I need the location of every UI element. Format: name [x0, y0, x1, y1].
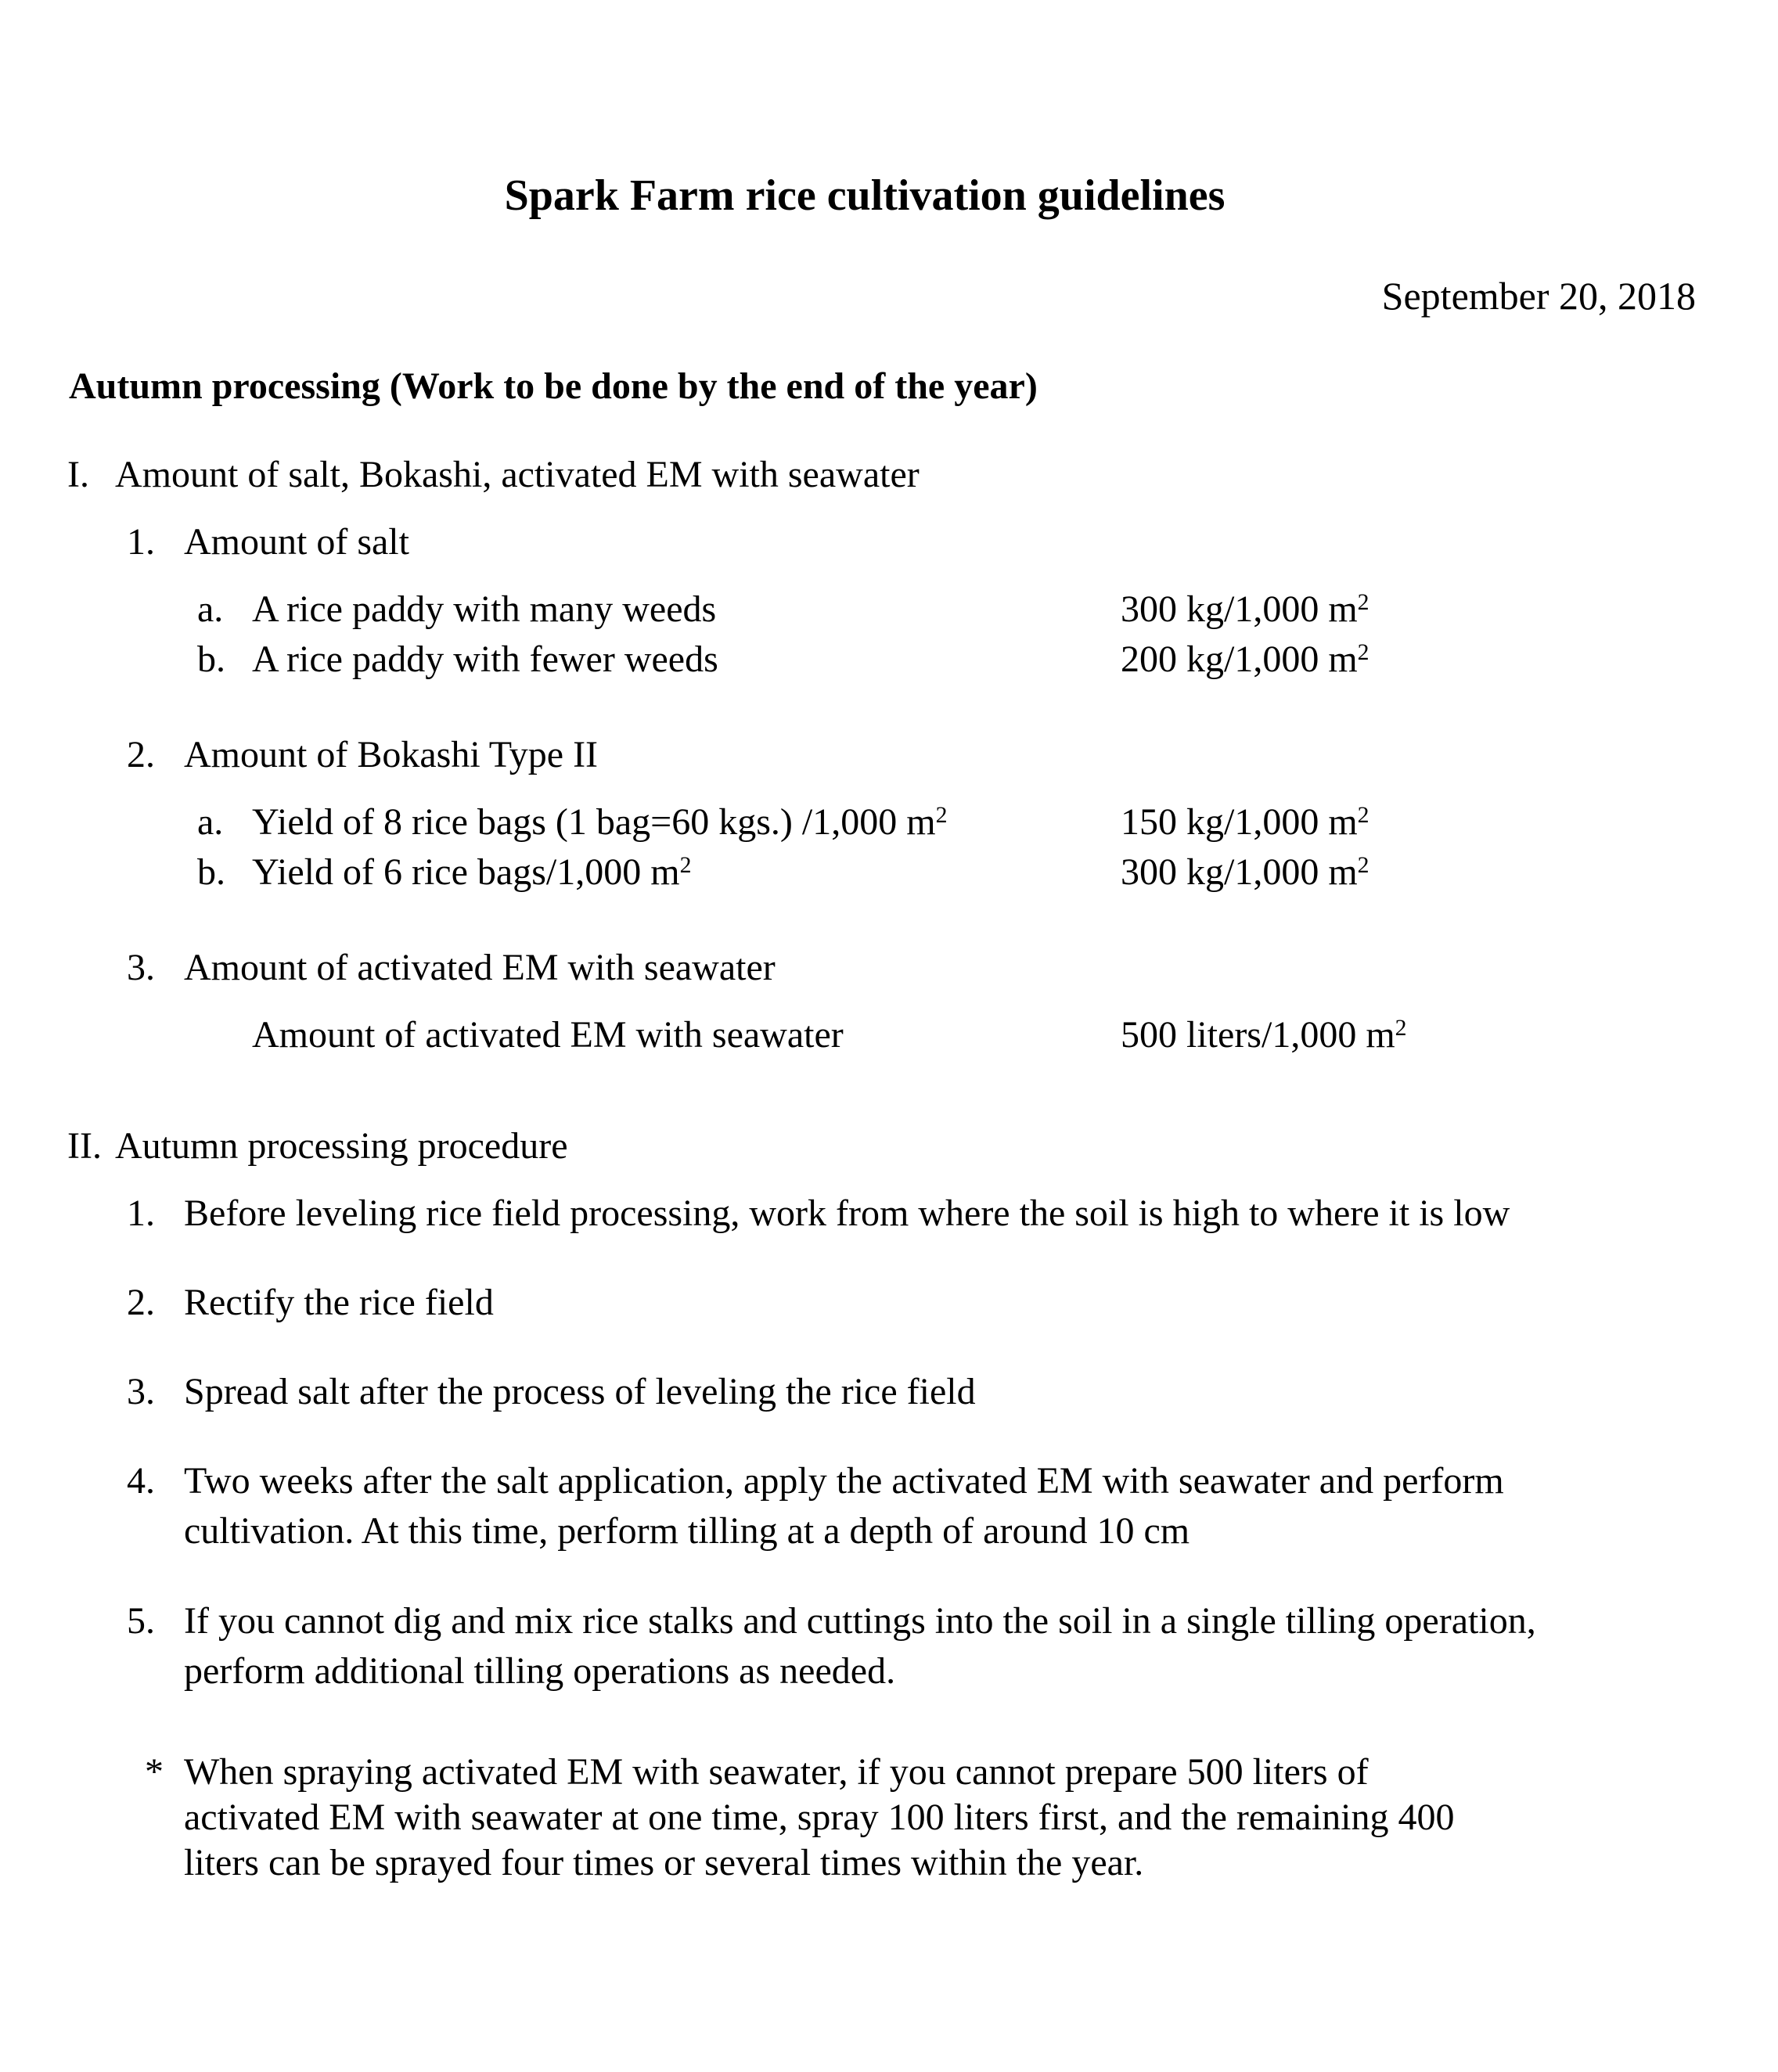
item-heading-em: Amount of activated EM with seawater [184, 947, 776, 988]
subitem-value: 300 kg/1,000 $m^2$ [1121, 851, 1369, 893]
step-number: 5. [127, 1600, 155, 1642]
footnote [145, 1750, 1475, 1886]
subitem-letter: a. [197, 588, 224, 630]
item-heading-salt: Amount of salt [184, 521, 409, 563]
step-number: 2. [127, 1282, 155, 1323]
step-number: 3. [127, 1371, 155, 1412]
subitem-value: 200 kg/1,000 $m^2$ [1121, 639, 1369, 680]
part-two-heading: Autumn processing procedure [115, 1125, 568, 1167]
step-text: Before leveling rice field processing, work from where the soil is high to where it is low [184, 1192, 1510, 1234]
subitem-letter: b. [197, 851, 225, 893]
subitem-value: 150 kg/1,000 $m^2$ [1121, 801, 1369, 843]
subitem-text: Yield of 8 rice bags (1 bag=60 kgs.) /1,000 $m^2$ [252, 801, 948, 843]
item-number: 1. [127, 521, 155, 563]
footnote-text: When spraying activated EM with seawater, if you cannot prepare 500 liters of activated EM with seawater at one time, spray 100 liters first, and the remaining 400 liters can be sprayed four times or several times within the year. [184, 1751, 1455, 1883]
subitem-letter: a. [197, 801, 224, 843]
footnote-marker: * [145, 1751, 164, 1793]
part-one-numeral: I. [67, 454, 89, 495]
step-number: 4. [127, 1460, 155, 1502]
subitem-value: 300 kg/1,000 $m^2$ [1121, 588, 1369, 630]
em-detail-value: 500 liters/1,000 $m^2$ [1121, 1014, 1407, 1056]
item-heading-bokashi: Amount of Bokashi Type II [184, 734, 599, 775]
part-two-numeral: II. [67, 1125, 102, 1167]
subitem-text: A rice paddy with many weeds [252, 588, 717, 630]
subitem-text: Yield of 6 rice bags/1,000 $m^2$ [252, 851, 692, 893]
section-heading: Autumn processing (Work to be done by the end of the year) [69, 365, 1038, 407]
item-number: 3. [127, 947, 155, 988]
subitem-letter: b. [197, 639, 225, 680]
em-detail-text: Amount of activated EM with seawater [252, 1014, 844, 1056]
step-text: Two weeks after the salt application, apply the activated EM with seawater and perform cultivation. At this time, perform tilling at a depth of around 10 cm [184, 1460, 1504, 1552]
step-text: Spread salt after the process of leveling the rice field [184, 1371, 976, 1412]
step-number: 1. [127, 1192, 155, 1234]
subitem-text: A rice paddy with fewer weeds [252, 639, 718, 680]
item-number: 2. [127, 734, 155, 775]
step-text: Rectify the rice field [184, 1282, 494, 1323]
document-date: September 20, 2018 [1381, 274, 1696, 318]
part-one-heading: Amount of salt, Bokashi, activated EM with seawater [115, 454, 920, 495]
document-title: Spark Farm rice cultivation guidelines [504, 171, 1226, 220]
step-text: If you cannot dig and mix rice stalks and cuttings into the soil in a single tilling operation, perform additional tilling operations as needed. [184, 1600, 1536, 1692]
